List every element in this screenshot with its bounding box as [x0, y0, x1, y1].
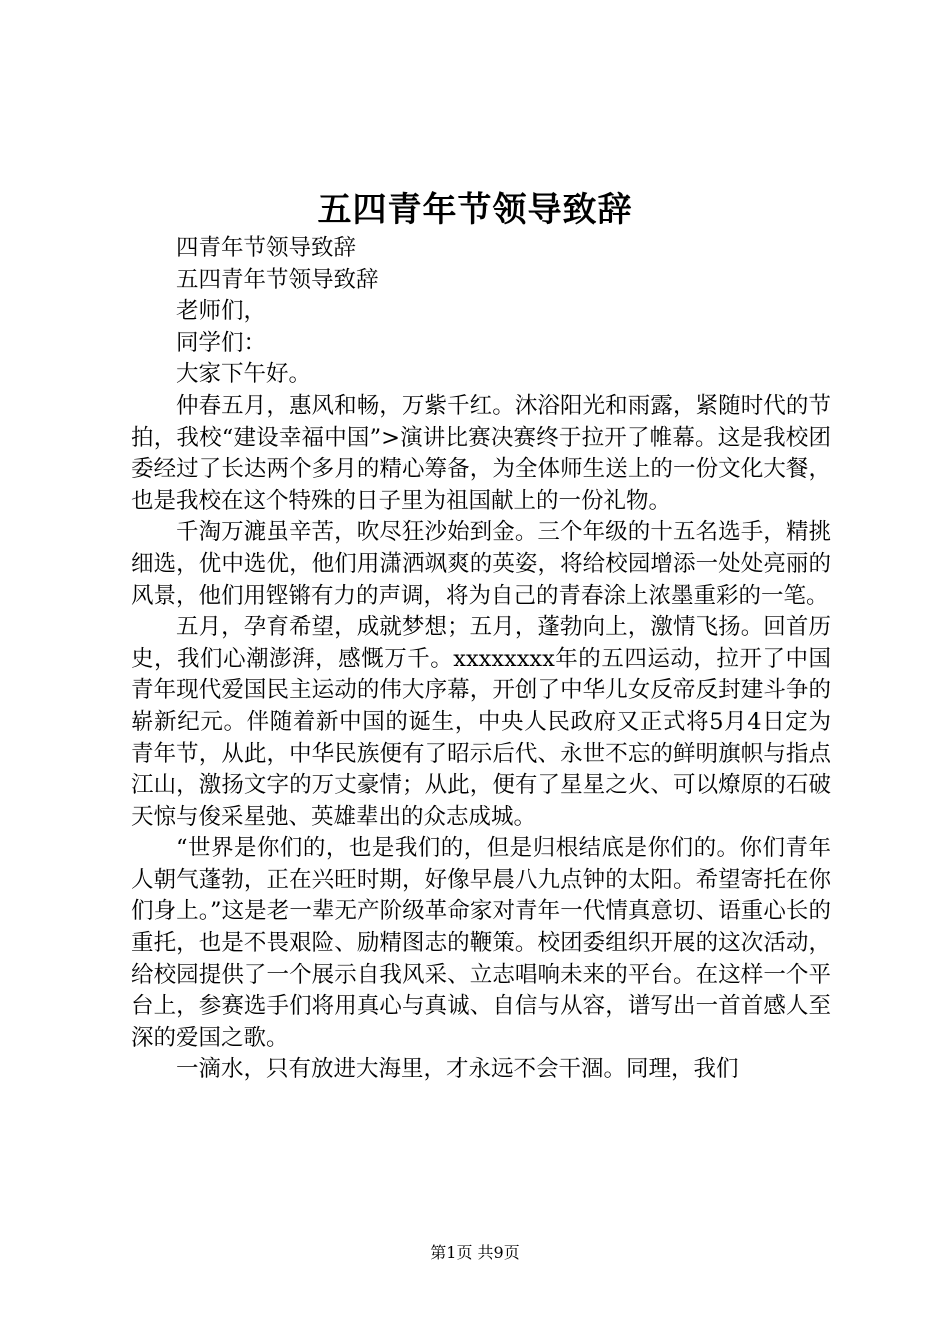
paragraph: 仲春五月，惠风和畅，万紫千红。沐浴阳光和雨露，紧随时代的节拍，我校“建设幸福中国”>演讲比赛决赛终于拉开了帷幕。这是我校团委经过了长达两个多月的精心筹备，为全体师生送上的一份文化大餐，也是我校在这个特殊的日子里为祖国献上的一份礼物。 [131, 392, 831, 514]
paragraph: 五月，孕育希望，成就梦想；五月，蓬勃向上，激情飞扬。回首历史，我们心潮澎湃，感慨万千。xxxxxxxx年的五四运动，拉开了中国青年现代爱国民主运动的伟大序幕，开创了中华儿女反帝反封建斗争的崭新纪元。伴随着新中国的诞生，中央人民政府又正式将5月4日定为青年节，从此，中华民族便有了昭示后代、永世不忘的鲜明旗帜与指点江山，激扬文字的万丈豪情；从此，便有了星星之火、可以燎原的石破天惊与俊采星弛、英雄辈出的众志成城。 [131, 614, 831, 830]
paragraph: “世界是你们的，也是我们的，但是归根结底是你们的。你们青年人朝气蓬勃，正在兴旺时期，好像早晨八九点钟的太阳。希望寄托在你们身上。”这是老一辈无产阶级革命家对青年一代情真意切、语重心长的重托，也是不畏艰险、励精图志的鞭策。校团委组织开展的这次活动，给校园提供了一个展示自我风采、立志唱响未来的平台。在这样一个平台上，参赛选手们将用真心与真诚、自信与从容，谱写出一首首感人至深的爱国之歌。 [131, 835, 831, 1051]
paragraph: 四青年节领导致辞 [176, 235, 357, 261]
paragraph: 一滴水，只有放进大海里，才永远不会干涸。同理，我们 [176, 1056, 739, 1083]
document-body [131, 233, 831, 1086]
paragraph: 五四青年节领导致辞 [176, 266, 379, 293]
paragraph: 同学们： [176, 329, 267, 356]
paragraph: 千淘万漉虽辛苦，吹尽狂沙始到金。三个年级的十五名选手，精挑细选，优中选优，他们用潇洒飒爽的英姿，将给校园增添一处处亮丽的风景，他们用铿锵有力的声调，将为自己的青春涂上浓墨重彩的一笔。 [131, 519, 831, 609]
paragraph: 老师们， [176, 298, 267, 325]
document-title: 五四青年节领导致辞 [317, 190, 633, 230]
page-indicator: 第1页 共9页 [430, 1243, 520, 1262]
paragraph: 大家下午好。 [176, 361, 312, 388]
